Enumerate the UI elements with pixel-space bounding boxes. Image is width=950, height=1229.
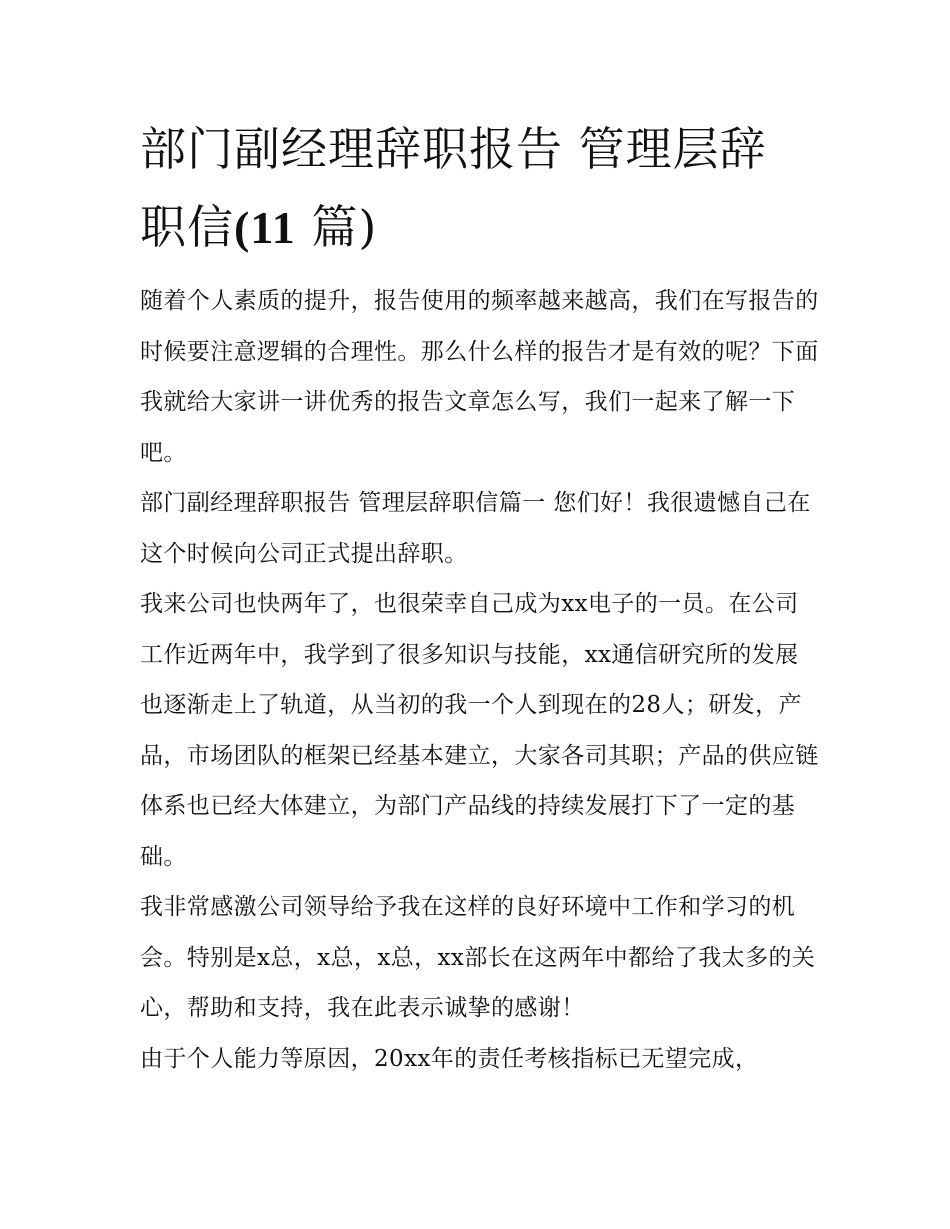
section-one-opening: 部门副经理辞职报告 管理层辞职信篇一 您们好！我很遗憾自己在这个时候向公司正式提出辞职。 [140,490,811,567]
title-count: (11 [234,202,296,253]
document-title [140,110,840,267]
work-experience-paragraph: 我来公司也快两年了，也很荣幸自己成为xx电子的一员。在公司工作近两年中，我学到了很多知识与技能，xx通信研究所的发展也逐渐走上了轨道，从当初的我一个人到现在的28人；研发，产品，市场团队的框架已经基本建立，大家各司其职；产品的供应链体系也已经大体建立，为部门产品线的持续发展打下了一定的基础。 [140,591,819,870]
intro-paragraph: 随着个人素质的提升，报告使用的频率越来越高，我们在写报告的时候要注意逻辑的合理性。那么什么样的报告才是有效的呢？下面我就给大家讲一讲优秀的报告文章怎么写，我们一起来了解一下吧。 [140,288,819,466]
gratitude-paragraph: 我非常感激公司领导给予我在这样的良好环境中工作和学习的机会。特别是x总，x总，x总，xx部长在这两年中都给了我太多的关心，帮助和支持，我在此表示诚挚的感谢！ [140,894,816,1021]
title-line-2-start: 职信 [140,200,234,254]
title-line-2-end: 篇) [295,200,378,254]
document-body [140,276,820,1084]
title-line-1: 部门副经理辞职报告 管理层辞 [140,122,767,176]
reason-paragraph: 由于个人能力等原因，20xx年的责任考核指标已无望完成， [140,1045,759,1072]
